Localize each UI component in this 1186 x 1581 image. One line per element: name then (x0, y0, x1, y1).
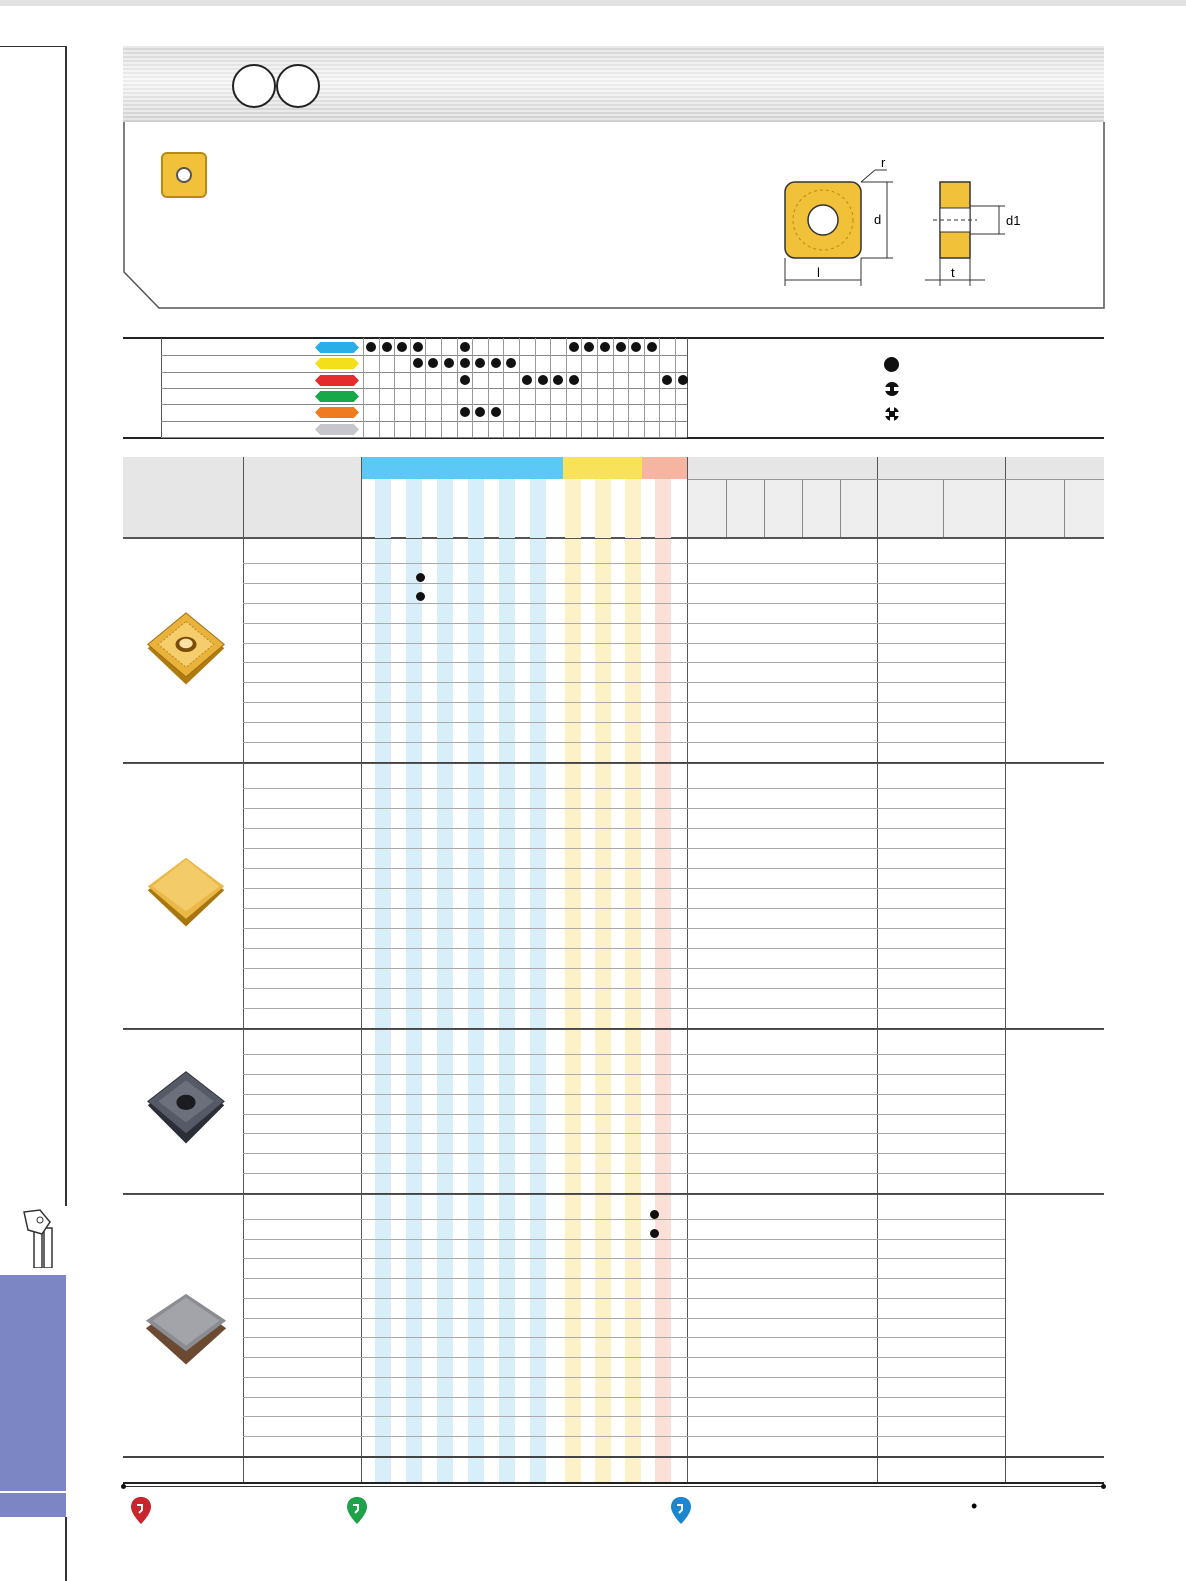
table-col-divider (687, 457, 688, 1483)
table-row-line (243, 788, 1005, 789)
table-col-divider (877, 457, 878, 1483)
green-pin-icon (346, 1496, 368, 1526)
matrix-col-line (519, 338, 520, 437)
material-color-tag (315, 342, 359, 353)
matrix-mark-icon (662, 375, 672, 385)
matrix-row-line (161, 372, 687, 373)
material-color-tag (315, 391, 359, 402)
matrix-mark-icon (460, 407, 470, 417)
matrix-col-line (675, 338, 676, 437)
matrix-row-line (161, 388, 687, 389)
table-row-line (243, 1298, 1005, 1299)
column-stripe-blue (375, 479, 391, 1483)
table-row-line (243, 908, 1005, 909)
half-circle-icon (884, 381, 900, 397)
table-row-line (243, 1094, 1005, 1095)
table-row-line (243, 702, 1005, 703)
header-band-right (688, 479, 1104, 537)
matrix-mark-icon (397, 342, 407, 352)
table-row-line (243, 1153, 1005, 1154)
insert-dimension-drawing (775, 150, 1035, 290)
top-bar (0, 0, 1186, 6)
tool-holder-icon (20, 1208, 60, 1268)
table-row-line (243, 623, 1005, 624)
matrix-mark-icon (475, 358, 485, 368)
material-color-tag (315, 375, 359, 386)
matrix-col-line (410, 338, 411, 437)
matrix-mark-icon (428, 358, 438, 368)
column-stripe-blue (530, 479, 546, 1483)
table-row-line (243, 643, 1005, 644)
table-row-line (243, 1239, 1005, 1240)
matrix-col-line (644, 338, 645, 437)
matrix-col-line (441, 338, 442, 437)
column-stripe-blue (406, 479, 422, 1483)
cbn-insert-image (143, 1290, 229, 1376)
table-row-line (243, 1074, 1005, 1075)
table-row-line (243, 928, 1005, 929)
matrix-col-line (379, 338, 380, 437)
matrix-mark-icon (569, 375, 579, 385)
matrix-mark-icon (475, 407, 485, 417)
matrix-row-line (161, 355, 687, 356)
matrix-right-divider (687, 338, 688, 437)
matrix-mark-icon (491, 407, 501, 417)
header-band-blue (362, 457, 563, 479)
red-pin-icon (130, 1496, 152, 1526)
footer-rule (123, 1486, 1104, 1487)
table-row-line (243, 1278, 1005, 1279)
table-row-line (243, 563, 1005, 564)
matrix-col-line (659, 338, 660, 437)
header-subcol-divider (726, 479, 727, 537)
table-row-line (243, 888, 1005, 889)
material-color-tag (315, 358, 359, 369)
matrix-row-line (161, 404, 687, 405)
grade-dot-icon (650, 1229, 659, 1238)
matrix-mark-icon (382, 342, 392, 352)
column-stripe-yellow (595, 479, 611, 1483)
matrix-row-line (161, 421, 687, 422)
header-subcol-divider (802, 479, 803, 537)
material-color-tag (315, 407, 359, 418)
dim-label-l: l (817, 265, 820, 280)
section-bottom-rule (123, 1456, 1104, 1458)
matrix-mark-icon (616, 342, 626, 352)
table-row-line (243, 1219, 1005, 1220)
matrix-mark-icon (553, 375, 563, 385)
matrix-col-line (488, 338, 489, 437)
filled-circle-icon (884, 357, 899, 372)
matrix-col-line (535, 338, 536, 437)
table-row-line (243, 1133, 1005, 1134)
sidebar-lower-rule (65, 1517, 67, 1581)
dim-label-r: r (881, 155, 886, 170)
flat-gold-insert-image (143, 852, 229, 938)
matrix-mark-icon (600, 342, 610, 352)
table-col-divider (361, 457, 362, 1483)
sidebar-top-rule (0, 46, 66, 47)
table-row-line (243, 948, 1005, 949)
matrix-mark-icon (678, 375, 688, 385)
column-stripe-blue (437, 479, 453, 1483)
table-row-line (243, 1397, 1005, 1398)
blue-pin-icon (670, 1496, 692, 1526)
sidebar-tab (0, 1275, 66, 1491)
table-row-line (243, 848, 1005, 849)
sidebar-rule (65, 46, 67, 1206)
matrix-mark-icon (460, 375, 470, 385)
matrix-mark-icon (413, 342, 423, 352)
grade-dot-icon (416, 592, 425, 601)
matrix-mark-icon (647, 342, 657, 352)
table-row-line (243, 868, 1005, 869)
table-row-line (243, 1173, 1005, 1174)
matrix-col-line (425, 338, 426, 437)
chipbreaker-gold-insert-image (143, 610, 229, 696)
table-bottom-rule (123, 1482, 1104, 1484)
matrix-col-line (363, 338, 364, 437)
dark-ceramic-insert-image (143, 1067, 229, 1153)
matrix-mark-icon (569, 342, 579, 352)
table-row-line (243, 1258, 1005, 1259)
footer-rule-end-left (121, 1484, 126, 1489)
section-top-rule (123, 763, 1104, 764)
table-row-line (243, 1337, 1005, 1338)
table-col-divider (243, 457, 244, 1483)
table-row-line (243, 1054, 1005, 1055)
column-stripe-pink (655, 479, 671, 1483)
column-stripe-blue (468, 479, 484, 1483)
table-row-line (243, 828, 1005, 829)
section-top-rule (123, 1029, 1104, 1030)
matrix-col-line (566, 338, 567, 437)
header-subcol-divider (764, 479, 765, 537)
grade-dot-icon (416, 573, 425, 582)
table-row-line (243, 662, 1005, 663)
table-row-line (243, 1114, 1005, 1115)
table-row-line (243, 722, 1005, 723)
sidebar-tab-lower (0, 1493, 66, 1517)
column-stripe-blue (499, 479, 515, 1483)
column-stripe-yellow (625, 479, 641, 1483)
matrix-mark-icon (460, 342, 470, 352)
footer-rule-end-right (1101, 1484, 1106, 1489)
header-subcol-divider (1064, 479, 1065, 537)
matrix-col-line (613, 338, 614, 437)
matrix-mark-icon (538, 375, 548, 385)
square-insert-shape-icon (161, 152, 207, 198)
matrix-col-line (581, 338, 582, 437)
header-band-gray (688, 457, 1104, 479)
table-row-line (243, 1377, 1005, 1378)
table-col-divider (1005, 457, 1006, 1483)
matrix-mark-icon (522, 375, 532, 385)
table-row-line (243, 808, 1005, 809)
dim-label-d: d (874, 212, 882, 227)
matrix-col-line (597, 338, 598, 437)
header-subcol-divider (840, 479, 841, 537)
header-band-yellow (563, 457, 642, 479)
header-band-salmon (642, 457, 688, 479)
table-row-line (243, 603, 1005, 604)
table-row-line (243, 1318, 1005, 1319)
column-stripe-yellow (565, 479, 581, 1483)
dim-label-t: t (951, 265, 955, 280)
matrix-mark-icon (491, 358, 501, 368)
matrix-mark-icon (413, 358, 423, 368)
grade-dot-icon (650, 1210, 659, 1219)
table-row-line (243, 742, 1005, 743)
table-row-line (243, 968, 1005, 969)
table-row-line (243, 1436, 1005, 1437)
dim-label-d1: d1 (1006, 213, 1021, 228)
table-row-line (243, 583, 1005, 584)
table-row-line (243, 988, 1005, 989)
header-subcol-divider (943, 479, 944, 537)
matrix-mark-icon (366, 342, 376, 352)
section-top-rule (123, 538, 1104, 539)
matrix-col-line (503, 338, 504, 437)
matrix-col-line (457, 338, 458, 437)
matrix-col-line (628, 338, 629, 437)
matrix-mark-icon (631, 342, 641, 352)
table-row-line (243, 1008, 1005, 1009)
matrix-mark-icon (444, 358, 454, 368)
table-row-line (243, 1357, 1005, 1358)
matrix-col-line (550, 338, 551, 437)
material-color-tag (315, 424, 359, 435)
footer-bullet: • (971, 1496, 978, 1516)
section-top-rule (123, 1194, 1104, 1195)
header-circle-2 (276, 64, 320, 108)
table-row-line (243, 682, 1005, 683)
matrix-mark-icon (584, 342, 594, 352)
matrix-col-line (394, 338, 395, 437)
header-circle-1 (232, 64, 276, 108)
table-row-line (243, 1416, 1005, 1417)
header-sub-rule (688, 479, 1104, 480)
matrix-row-line (161, 437, 687, 438)
matrix-mark-icon (506, 358, 516, 368)
matrix-mark-icon (460, 358, 470, 368)
cross-circle-icon (884, 406, 900, 422)
matrix-col-line (472, 338, 473, 437)
